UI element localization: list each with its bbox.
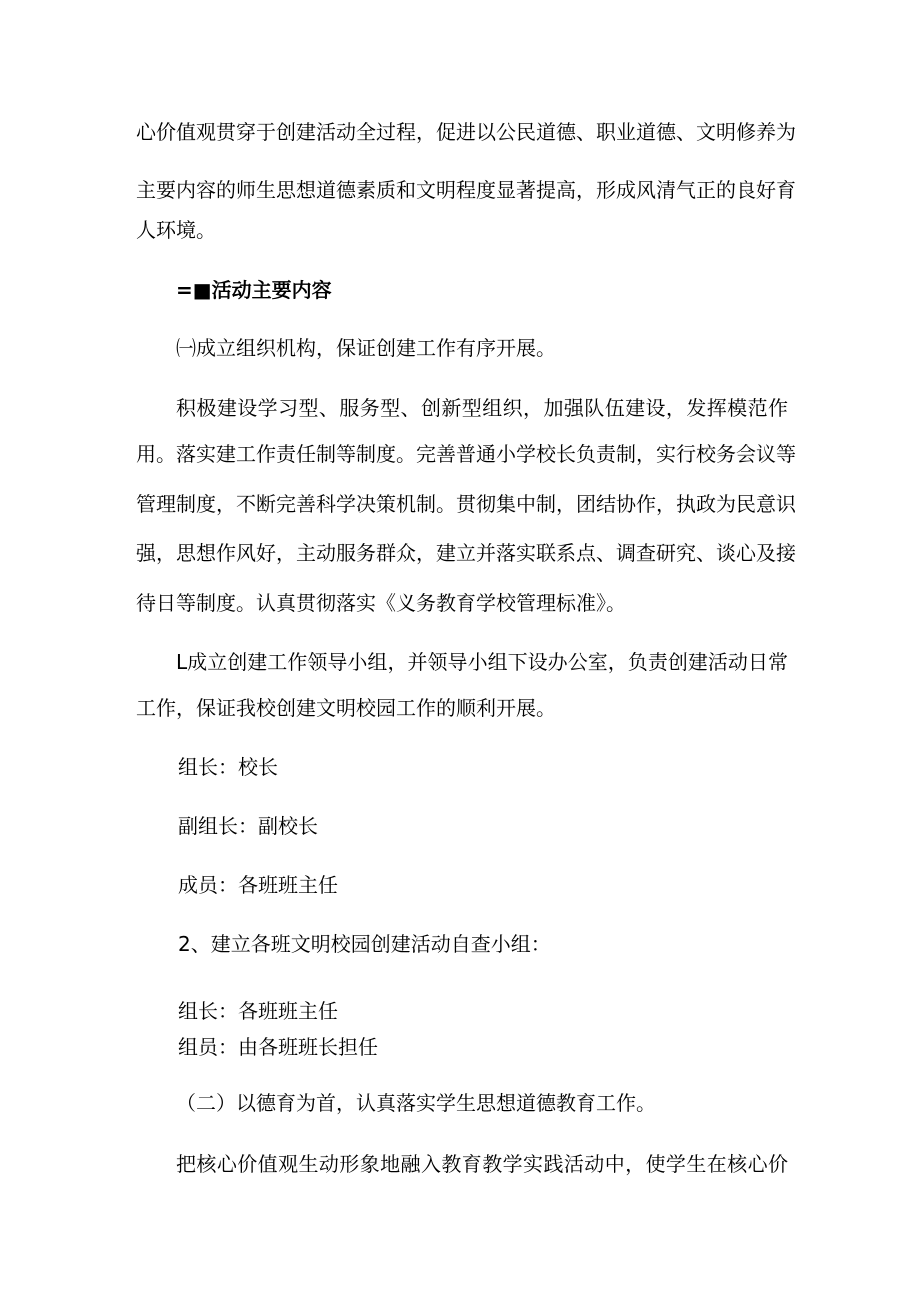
item-2-heading: 2、建立各班文明校园创建活动自查小组： <box>178 932 551 956</box>
item-1-line-2: 工作，保证我校创建文明校园工作的顺利开展。 <box>136 696 556 720</box>
deputy-leader-row: 副组长：副校长 <box>178 814 318 838</box>
subsection-1-heading: ㈠成立组织机构，保证创建工作有序开展。 <box>176 336 556 360</box>
item-1-line-1: L成立创建工作领导小组，并领导小组下设办公室，负责创建活动日常 <box>176 650 788 674</box>
leader-row: 组长：校长 <box>178 755 278 779</box>
moral-line-1: 把核心价值观生动形象地融入教育教学实践活动中，使学生在核心价 <box>176 1152 788 1176</box>
org-line-2: 用。落实建工作责任制等制度。完善普通小学校长负责制，实行校务会议等 <box>136 442 796 466</box>
members-row: 成员：各班班主任 <box>178 873 338 897</box>
intro-line-3: 人环境。 <box>136 218 216 242</box>
check-leader-row: 组长：各班班主任 <box>178 999 338 1023</box>
check-members-row: 组员：由各班班长担任 <box>178 1035 378 1059</box>
intro-line-1: 心价值观贯穿于创建活动全过程，促进以公民道德、职业道德、文明修养为 <box>136 120 796 144</box>
intro-line-2: 主要内容的师生思想道德素质和文明程度显著提高，形成风清气正的良好育 <box>136 178 796 202</box>
org-line-1: 积极建设学习型、服务型、创新型组织，加强队伍建设，发挥模范作 <box>176 396 788 420</box>
org-line-5: 待日等制度。认真贯彻落实《义务教育学校管理标准》。 <box>136 591 626 615</box>
section-heading: =■活动主要内容 <box>176 278 332 302</box>
org-line-4: 强，思想作风好，主动服务群众，建立并落实联系点、调查研究、谈心及接 <box>136 541 796 565</box>
subsection-2-heading: （二）以德育为首，认真落实学生思想道德教育工作。 <box>176 1091 656 1115</box>
org-line-3: 管理制度，不断完善科学决策机制。贯彻集中制，团结协作，执政为民意识 <box>136 492 796 516</box>
